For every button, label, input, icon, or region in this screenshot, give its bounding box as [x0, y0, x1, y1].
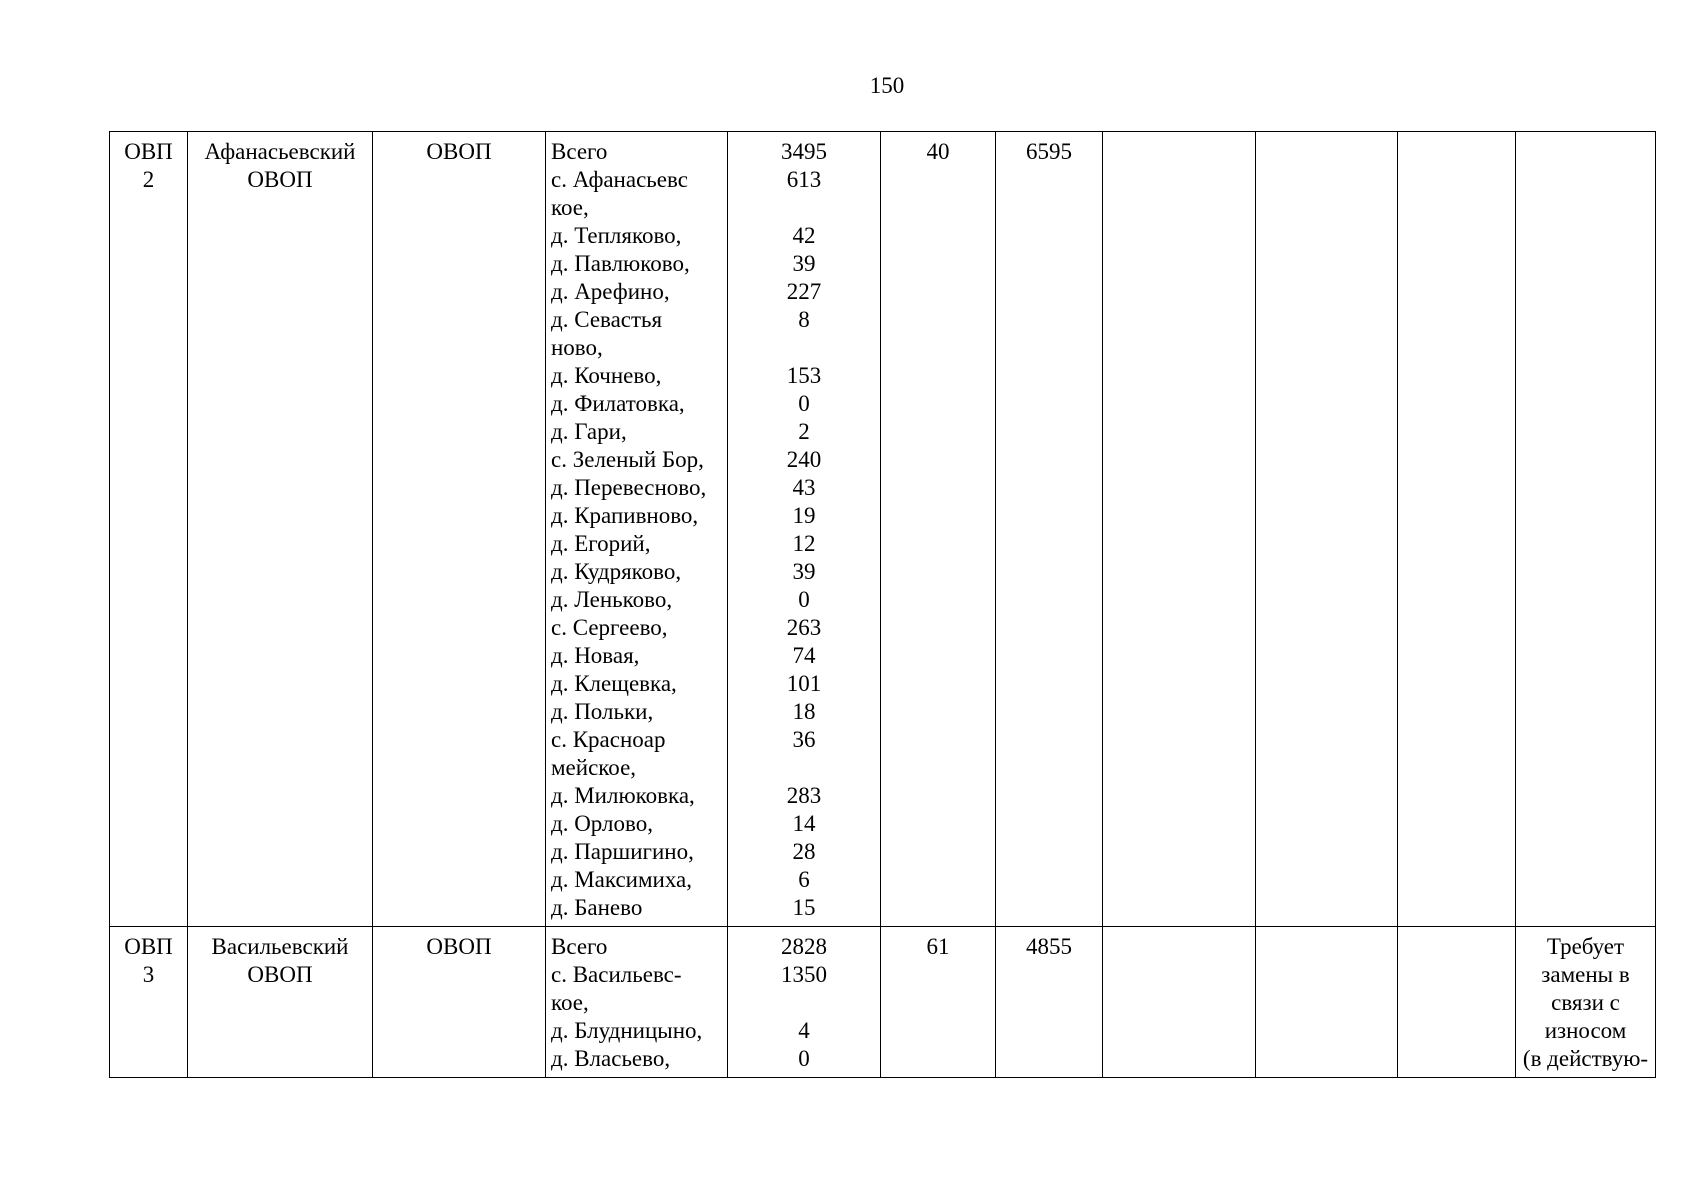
places-cell: [546, 927, 728, 1078]
population-value: 227: [786, 279, 822, 304]
value2-cell: [996, 927, 1103, 1078]
unit-type-cell: [373, 927, 546, 1078]
population-value: 8: [798, 307, 810, 332]
unit-type-cell: [373, 132, 546, 927]
place-name: д. Максимиха,: [551, 867, 692, 892]
place-name: д. Новая,: [551, 643, 640, 668]
place-name: д. Блудницыно,: [551, 1018, 703, 1043]
population-value: 4: [798, 1018, 810, 1043]
place-name: ново,: [551, 335, 603, 360]
place-name: д. Севастья: [551, 307, 663, 332]
place-name: с. Васильевс-: [551, 962, 682, 987]
value2: 6595: [1026, 139, 1072, 164]
page-number: 150: [869, 73, 905, 98]
unit-name-cell: [188, 927, 373, 1078]
place-name: д. Крапивново,: [551, 503, 699, 528]
population-value: 36: [792, 727, 816, 752]
place-name: Всего: [551, 934, 608, 959]
note-cell: [1516, 927, 1656, 1078]
empty-cell-2: [1256, 132, 1398, 927]
population-value: [733, 194, 875, 222]
place-name: д. Тепляково,: [551, 223, 682, 248]
population-value: 19: [792, 503, 816, 528]
place-name: д. Кудряково,: [551, 559, 682, 584]
note-cell: [1516, 132, 1656, 927]
table-row: [110, 132, 1656, 927]
population-value: [733, 989, 875, 1017]
unit-type: ОВОП: [426, 139, 492, 164]
population-cell: [728, 927, 881, 1078]
place-name: с. Зеленый Бор,: [551, 447, 704, 472]
place-name: д. Гари,: [551, 419, 627, 444]
population-value: 18: [792, 699, 816, 724]
unit-name-cell: [188, 132, 373, 927]
unit-code-line: 3: [142, 962, 155, 987]
unit-code-cell: [110, 132, 188, 927]
value1: 61: [926, 934, 950, 959]
place-name: мейское,: [551, 755, 637, 780]
population-value: 153: [786, 363, 822, 388]
population-value: 14: [792, 811, 816, 836]
population-value: 283: [786, 783, 822, 808]
note-line: износом: [1544, 1018, 1627, 1043]
empty-cell-1: [1103, 132, 1256, 927]
unit-code-line: 2: [142, 167, 155, 192]
population-value: 1350: [781, 962, 827, 987]
population-value: 2: [798, 419, 810, 444]
place-name: с. Афанасьевс: [551, 167, 688, 192]
population-value: 15: [792, 895, 816, 920]
place-name: д. Польки,: [551, 699, 654, 724]
place-name: д. Павлюково,: [551, 251, 690, 276]
note-line: связи с: [1551, 990, 1620, 1015]
place-name: д. Паршигино,: [551, 839, 694, 864]
population-value: 613: [786, 167, 822, 192]
population-value: 74: [792, 643, 816, 668]
place-name: кое,: [551, 990, 589, 1015]
population-value: 263: [786, 615, 822, 640]
population-value: 39: [792, 559, 816, 584]
empty-cell-2: [1256, 927, 1398, 1078]
value1-cell: [881, 132, 996, 927]
value1: 40: [926, 139, 950, 164]
population-value: 101: [786, 671, 822, 696]
empty-cell-3: [1398, 132, 1516, 927]
place-name: д. Власьево,: [551, 1046, 671, 1071]
population-value: 28: [792, 839, 816, 864]
population-value: 39: [792, 251, 816, 276]
population-value: 42: [792, 223, 816, 248]
place-name: д. Леньково,: [551, 587, 673, 612]
note-line: Требует: [1546, 934, 1625, 959]
population-value: 0: [798, 587, 810, 612]
value1-cell: [881, 927, 996, 1078]
place-name: д. Милюковка,: [551, 783, 695, 808]
unit-type: ОВОП: [426, 934, 492, 959]
place-name: д. Клещевка,: [551, 671, 677, 696]
table-body: [110, 132, 1656, 1078]
place-name: кое,: [551, 195, 589, 220]
population-value: 0: [798, 391, 810, 416]
population-cell: [728, 132, 881, 927]
facilities-table: [109, 131, 1656, 1078]
population-value: 6: [798, 867, 810, 892]
population-value: 43: [792, 475, 816, 500]
table-row: [110, 927, 1656, 1078]
note-line: замены в: [1541, 962, 1630, 987]
population-value: 3495: [781, 139, 827, 164]
note-line: (в действую-: [1522, 1046, 1649, 1071]
place-name: д. Филатовка,: [551, 391, 685, 416]
unit-code-line: ОВП: [124, 139, 173, 164]
unit-name-line: ОВОП: [247, 962, 313, 987]
unit-name-line: Васильевский: [211, 934, 349, 959]
unit-name-line: Афанасьевский: [204, 139, 356, 164]
place-name: Всего: [551, 139, 608, 164]
place-name: д. Банево: [551, 895, 643, 920]
population-value: 2828: [781, 934, 827, 959]
unit-name-line: ОВОП: [247, 167, 313, 192]
empty-cell-1: [1103, 927, 1256, 1078]
value2: 4855: [1026, 934, 1072, 959]
place-name: д. Орлово,: [551, 811, 653, 836]
population-value: 12: [792, 531, 816, 556]
population-value: 0: [798, 1046, 810, 1071]
unit-code-cell: [110, 927, 188, 1078]
empty-cell-3: [1398, 927, 1516, 1078]
unit-code-line: ОВП: [124, 934, 173, 959]
population-value: 240: [786, 447, 822, 472]
population-value: [733, 334, 875, 362]
place-name: д. Егорий,: [551, 531, 651, 556]
place-name: с. Красноар: [551, 727, 666, 752]
place-name: д. Перевесново,: [551, 475, 707, 500]
place-name: д. Арефино,: [551, 279, 670, 304]
value2-cell: [996, 132, 1103, 927]
population-value: [733, 754, 875, 782]
place-name: с. Сергеево,: [551, 615, 668, 640]
place-name: д. Кочнево,: [551, 363, 662, 388]
places-cell: [546, 132, 728, 927]
